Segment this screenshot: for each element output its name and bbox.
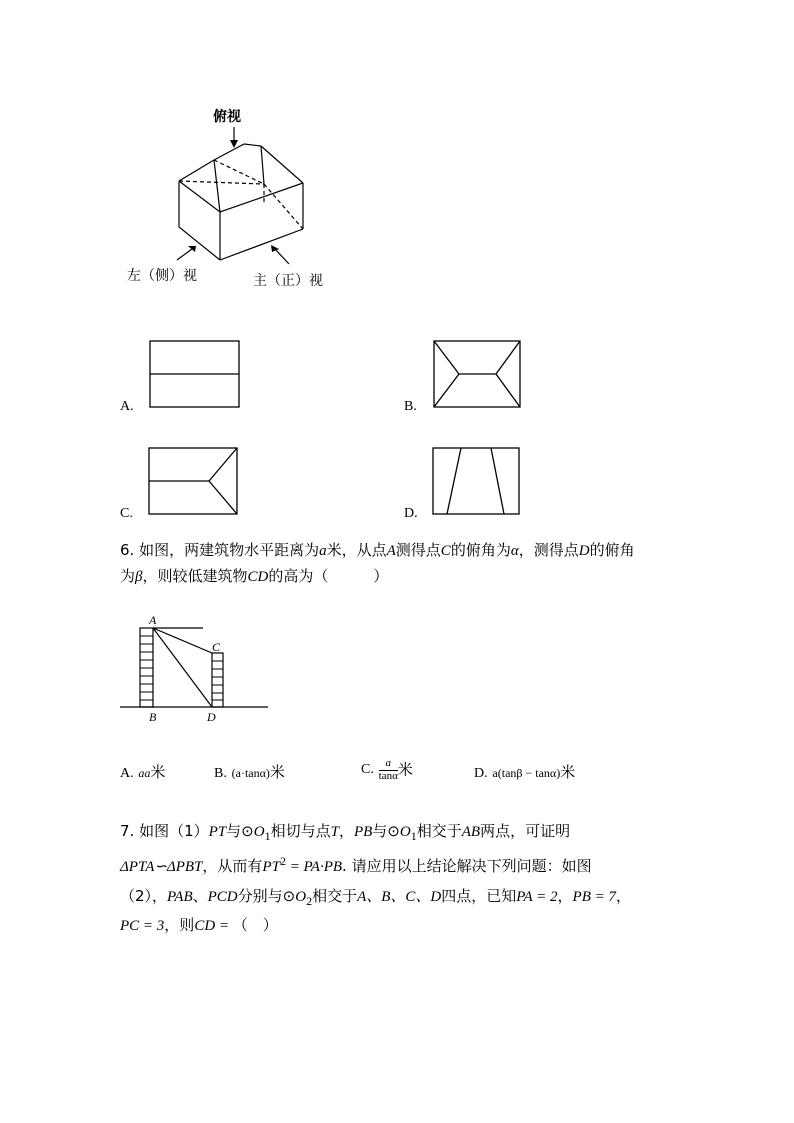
q6-option-d[interactable]: D. a(tanβ − tanα)米 bbox=[474, 763, 576, 781]
q7-line1: 7. 如图（1）PT与$⊙O_1$相切与点T，PB与$⊙O_1$相交于AB两点，可证明 bbox=[120, 822, 571, 843]
option-b-label[interactable]: B. bbox=[404, 399, 417, 414]
q6-fig-point-b: B bbox=[149, 710, 157, 724]
q6-line2: 为β，则较低建筑物CD的高为（ ） bbox=[120, 567, 389, 585]
option-c-label[interactable]: C. bbox=[120, 506, 133, 521]
option-d-label[interactable]: D. bbox=[404, 506, 418, 521]
q6-option-c-fraction: $\frac{a}{\tan\alpha}$ bbox=[378, 757, 398, 782]
q6-option-a[interactable]: A. aa米 bbox=[120, 763, 166, 781]
q7-line4: PC = 3，则CD = （ ） bbox=[120, 916, 278, 934]
q6-option-c[interactable]: C. $\frac{a}{\tan\alpha}$ 米 bbox=[361, 757, 413, 782]
q6-fig-point-a: A bbox=[149, 613, 157, 627]
q7-line3: （2），PAB、PCD分别与$⊙O_2$相交于A、B、C、D四点，已知PA = 2，PB = 7， bbox=[120, 887, 631, 908]
q6-option-b[interactable]: B. (a·tanα)米 bbox=[214, 763, 285, 781]
label-left-view: 左（侧）视 bbox=[127, 268, 197, 284]
q6-fig-point-d: D bbox=[207, 710, 216, 724]
q6-line1: 6. 如图，两建筑物水平距离为a米，从点A测得点C的俯角为α，测得点D的俯角 bbox=[120, 541, 635, 559]
q7-line2: ΔPTA∽ΔPBT，从而有$PT^2 = PA\cdot PB$. 请应用以上结论解决下列问题：如图 bbox=[120, 854, 592, 875]
label-top-view: 俯视 bbox=[213, 109, 241, 125]
q6-fig-point-c: C bbox=[212, 640, 221, 654]
option-a-label[interactable]: A. bbox=[120, 399, 134, 414]
label-front-view: 主（正）视 bbox=[253, 273, 323, 289]
